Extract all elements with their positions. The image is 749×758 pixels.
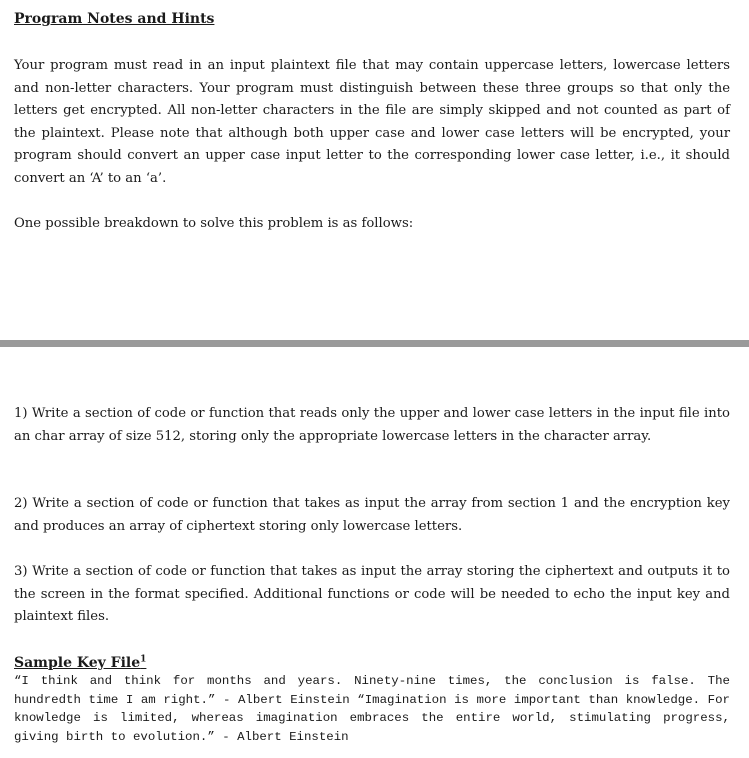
sample-key-heading-text: Sample Key File <box>14 655 141 671</box>
step-2: 2) Write a section of code or function that takes as input the array from section 1 and the encryption key and produces an array of ciphertext storing only lowercase letters. <box>14 496 730 534</box>
footnote-mark: 1 <box>140 654 147 665</box>
sample-key-heading <box>14 654 730 673</box>
step-1-wrap <box>14 403 730 448</box>
sample-key-text: “I think and think for months and years. Ninety-nine times, the conclusion is false. The hundredth time I am right.” - Albert Einstein “Imagination is more important than knowledge. For knowledge is limited, whereas imagination embraces the entire world, stimulating progress, giving birth to evolution.” - Albert Einstein <box>14 674 730 744</box>
step-1: 1) Write a section of code or function that reads only the upper and lower case letters in the input file into an char array of size 512, storing only the appropriate lowercase letters in the character array. <box>14 406 730 444</box>
notes-paragraph-1: Your program must read in an input plaintext file that may contain uppercase letters, lowercase letters and non-letter characters. Your program must distinguish between these three groups so that only the letters get encrypted. All non-letter characters in the file are simply skipped and not counted as part of the plaintext. Please note that although both upper case and lower case letters will be encrypted, your program should convert an upper case input letter to the corresponding lower case letter, i.e., it should convert an ‘A’ to an ‘a’. <box>14 58 730 186</box>
notes-paragraph-1-wrap <box>14 55 730 191</box>
step-2-wrap <box>14 493 730 538</box>
notes-section <box>14 10 730 29</box>
notes-paragraph-2: One possible breakdown to solve this problem is as follows: <box>14 216 414 231</box>
sample-key-text-wrap <box>14 672 730 746</box>
step-3-wrap <box>14 561 730 629</box>
step-3: 3) Write a section of code or function that takes as input the array storing the ciphertext and outputs it to the screen in the format specified. Additional functions or code will be needed to echo the input key and plaintext files. <box>14 564 730 625</box>
notes-paragraph-2-wrap <box>14 213 730 236</box>
sample-key-section <box>14 654 730 673</box>
notes-heading: Program Notes and Hints <box>14 11 215 27</box>
section-divider <box>0 340 749 347</box>
